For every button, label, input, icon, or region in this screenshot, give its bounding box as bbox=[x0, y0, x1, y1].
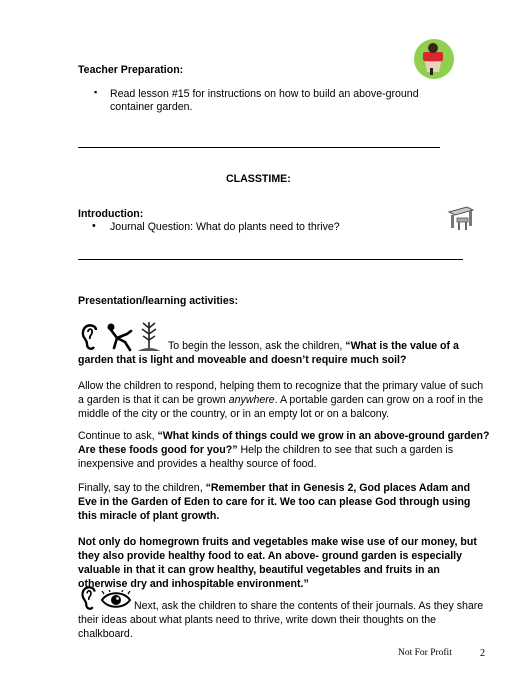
ear-icon bbox=[78, 584, 100, 612]
ear-icon bbox=[78, 322, 102, 352]
paragraph-5-line-2: they also provide healthy food to eat. An above- ground garden is especially bbox=[78, 550, 463, 562]
classtime-heading: CLASSTIME: bbox=[226, 173, 291, 185]
paragraph-4-line-2: Eve in the Garden of Eden to care for it. We too can please God through using bbox=[78, 496, 471, 508]
footer-note: Not For Profit bbox=[398, 648, 452, 658]
teacher-reading-icon bbox=[413, 38, 455, 80]
divider-2 bbox=[78, 259, 463, 260]
paragraph-3-line-1 bbox=[78, 429, 489, 443]
sprouting-plant-icon bbox=[136, 318, 162, 352]
round-bullet: • bbox=[92, 220, 96, 232]
para3-line2-tail: Help the children to see that such a garden is bbox=[237, 444, 454, 456]
para3-lead: Continue to ask, bbox=[78, 430, 158, 442]
paragraph-3-line-3: inexpensive and provides a healthy source of food. bbox=[78, 458, 317, 470]
square-bullet: ▪ bbox=[94, 87, 98, 97]
paragraph-2-line-1: Allow the children to respond, helping them to recognize that the primary value of such bbox=[78, 380, 484, 392]
paragraph-5-line-4: otherwise dry and inhospitable environment.” bbox=[78, 578, 309, 590]
para1-question-start: “What is the value of a bbox=[345, 340, 459, 352]
para3-question-2: Are these foods good for you?” bbox=[78, 444, 238, 456]
para4-lead: Finally, say to the children, bbox=[78, 482, 206, 494]
introduction-heading: Introduction: bbox=[78, 208, 144, 220]
eye-icon bbox=[100, 590, 132, 610]
paragraph-4-line-1 bbox=[78, 481, 470, 495]
para3-question-1: “What kinds of things could we grow in an above-ground garden? bbox=[157, 430, 490, 442]
prep-bullet-line-2: container garden. bbox=[110, 101, 193, 113]
paragraph-1-line-1 bbox=[168, 339, 459, 353]
para1-lead: To begin the lesson, ask the children, bbox=[168, 340, 346, 352]
para2-emphasis: anywhere bbox=[228, 394, 275, 406]
para4-statement-1: “Remember that in Genesis 2, God places Adam and bbox=[205, 482, 471, 494]
presentation-heading: Presentation/learning activities: bbox=[78, 295, 239, 307]
paragraph-4-line-3: this miracle of plant growth. bbox=[78, 510, 220, 522]
para2-line2-end: . A portable garden can grow on a roof in the bbox=[274, 394, 484, 406]
paragraph-5-line-1: Not only do homegrown fruits and vegetables make wise use of our money, but bbox=[78, 536, 477, 548]
paragraph-6-line-2: their ideas about what plants need to thrive, write down their thoughts on the bbox=[78, 614, 437, 626]
prep-bullet-line-1: Read lesson #15 for instructions on how to build an above-ground bbox=[110, 88, 419, 100]
journal-question: Journal Question: What do plants need to thrive? bbox=[110, 221, 340, 233]
exercise-figure-icon bbox=[103, 322, 133, 352]
paragraph-3-line-2 bbox=[78, 443, 453, 457]
teacher-prep-heading: Teacher Preparation: bbox=[78, 64, 184, 76]
paragraph-6-line-1: Next, ask the children to share the contents of their journals. As they share bbox=[134, 600, 484, 612]
divider-1 bbox=[78, 147, 440, 148]
paragraph-2-line-2 bbox=[78, 393, 483, 407]
paragraph-5-line-3: valuable in that it can grow healthy, beautiful vegetables and fruits in an bbox=[78, 564, 440, 576]
paragraph-2-line-3: middle of the city or the country, or in an empty lot or on a balcony. bbox=[78, 408, 390, 420]
paragraph-1-line-2: garden that is light and moveable and doesn’t require much soil? bbox=[78, 354, 407, 366]
page-number: 2 bbox=[480, 648, 485, 659]
school-desk-icon bbox=[445, 200, 477, 232]
paragraph-6-line-3: chalkboard. bbox=[78, 628, 133, 640]
para2-line2-start: a garden is that it can be grown bbox=[78, 394, 229, 406]
